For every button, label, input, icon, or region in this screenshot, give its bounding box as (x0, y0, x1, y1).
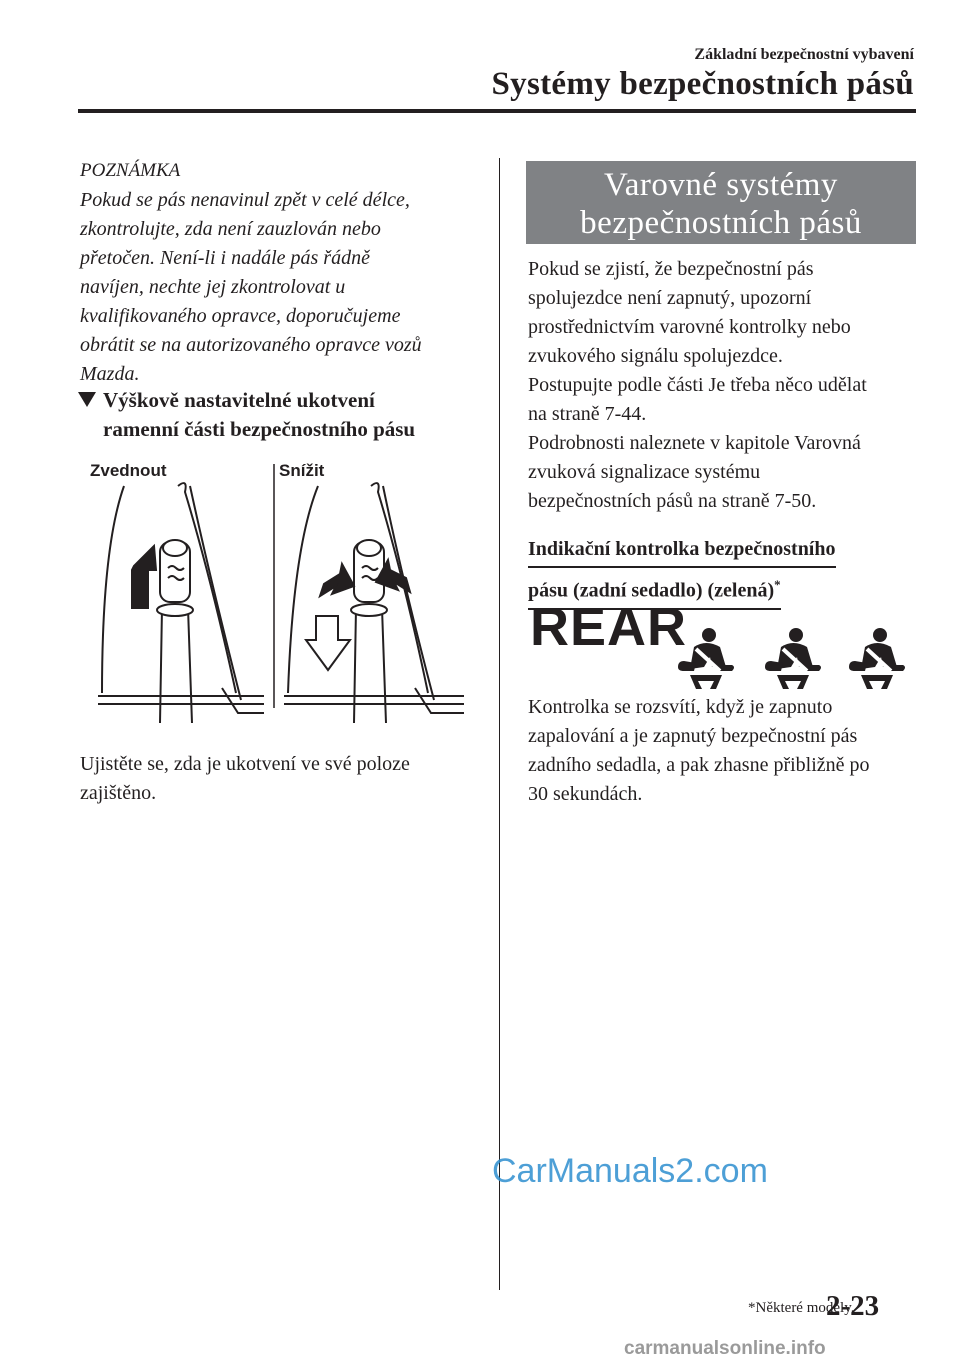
seatbelt-icon (676, 627, 736, 689)
section-title-line2: bezpečnostních pásů (580, 205, 862, 241)
footnote-mark: * (774, 577, 781, 592)
indicator-body: Kontrolka se rozsvítí, když je zapnuto zapalování a je zapnutý bezpečnostní pás zadního sedadla, a pak zhasne přibližně po 30 sekundách. (528, 696, 870, 805)
anchor-adjust-illustration (88, 458, 483, 723)
indicator-heading-text: pásu (zadní sedadlo) (zelená) (528, 579, 775, 602)
subsection-heading: Výškově nastavitelné ukotvení ramenní části bezpečnostního pásu (103, 388, 416, 441)
down-arrow-icon (306, 616, 350, 670)
indicator-heading-line1: Indikační kontrolka bezpečnostního (528, 533, 836, 568)
triangle-bullet-icon (78, 392, 96, 407)
column-divider (499, 158, 500, 1290)
rear-indicator-text: REAR (530, 597, 688, 657)
warning-body: Pokud se zjistí, že bezpečnostní pás spolujezdce není zapnutý, upozorní prostřednictvím varovné kontrolky nebo zvukového signálu spolujezdce. Postupujte podle části Je třeba něco udělat na straně 7-44. Podrobnosti naleznete v kapitole Varovná zvuková signalizace systému bezpečnostních pásů na straně 7-50. (528, 258, 867, 512)
chapter-title: Základní bezpečnostní vybavení (694, 46, 914, 63)
label-raise: Zvednout (90, 461, 167, 480)
section-title-line1: Varovné systémy (604, 167, 838, 203)
note-body: Pokud se pás nenavinul zpět v celé délce, zkontrolujte, zda není zauzlován nebo přetočen. Není-li i nadále pás řádně navíjen, nechte jej zkontrolovat u kvalifikovaného opravce, doporučujeme obrátit se na autorizovaného opravce vozů Mazda. (80, 189, 422, 385)
anchor-instruction: Ujistěte se, zda je ukotvení ve své poloze zajištěno. (80, 753, 410, 804)
pillar-edge-left (102, 486, 124, 693)
footnote: *Některé modely. (748, 1300, 855, 1316)
seatbelt-icon (763, 627, 823, 689)
press-arrow-left-icon (320, 564, 354, 596)
up-arrow-icon (132, 546, 156, 608)
section-banner (526, 161, 916, 244)
seatbelt-icon (847, 627, 907, 689)
watermark-bottom: carmanualsonline.info (624, 1338, 826, 1359)
note-heading: POZNÁMKA (80, 160, 181, 181)
label-lower: Snížit (279, 461, 325, 480)
page-title: Systémy bezpečnostních pásů (491, 66, 914, 102)
page-number: 2-23 (826, 1290, 880, 1322)
watermark: CarManuals2.com (492, 1152, 768, 1190)
header-rule (78, 109, 916, 113)
